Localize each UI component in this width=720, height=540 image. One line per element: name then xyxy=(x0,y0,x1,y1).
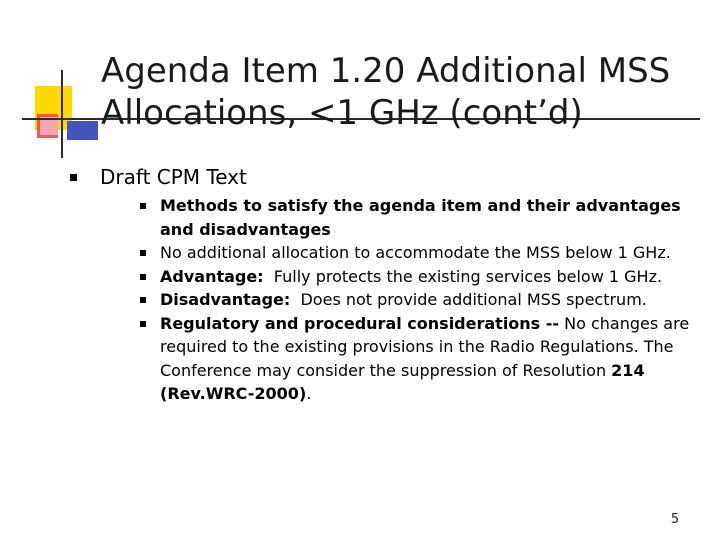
square-bullet-icon xyxy=(140,250,146,256)
square-bullet-icon xyxy=(140,203,146,209)
logo-blue-square xyxy=(67,121,98,140)
bullet-bold-text: Advantage: xyxy=(160,266,264,286)
logo-vertical-line xyxy=(61,70,63,158)
bullet-bold-text: Disadvantage: xyxy=(160,290,291,309)
bullet-level1-text: Draft CPM Text xyxy=(100,165,247,189)
bullet-text: Does not provide additional MSS spectrum. xyxy=(290,290,647,309)
square-bullet-icon xyxy=(70,174,77,181)
title-line-1: Agenda Item 1.20 Additional MSS xyxy=(101,51,671,91)
page-number: 5 xyxy=(670,512,680,527)
bullet-list-level2 xyxy=(160,194,700,406)
bullet-item-no-allocation xyxy=(160,241,700,265)
square-bullet-icon xyxy=(140,274,146,280)
bullet-level1 xyxy=(100,164,700,190)
bullet-text: Fully protects the existing services below 1 GHz. xyxy=(263,266,663,286)
slide-title xyxy=(101,50,711,134)
bullet-text: No changes are required to the existing provisions in the Radio Regulations. The Conference may consider the suppression of Resolution xyxy=(160,313,690,380)
bullet-text: No additional allocation to accommodate the MSS below 1 GHz. xyxy=(160,243,671,262)
resolution-reference: 214 (Rev.WRC-2000) xyxy=(160,360,645,403)
bullet-item-methods xyxy=(160,194,700,241)
bullet-text-end: . xyxy=(306,384,312,403)
bullet-item-advantage xyxy=(160,265,700,289)
square-bullet-icon xyxy=(140,321,146,327)
title-line-2: Allocations, <1 GHz (cont’d) xyxy=(101,93,583,133)
square-bullet-icon xyxy=(140,297,146,303)
bullet-bold-text: Methods to satisfy the agenda item and their advantages and disadvantages xyxy=(160,196,681,239)
bullet-bold-text: Regulatory and procedural considerations -- xyxy=(160,313,560,333)
bullet-item-regulatory xyxy=(160,312,700,406)
bullet-item-disadvantage xyxy=(160,288,700,312)
